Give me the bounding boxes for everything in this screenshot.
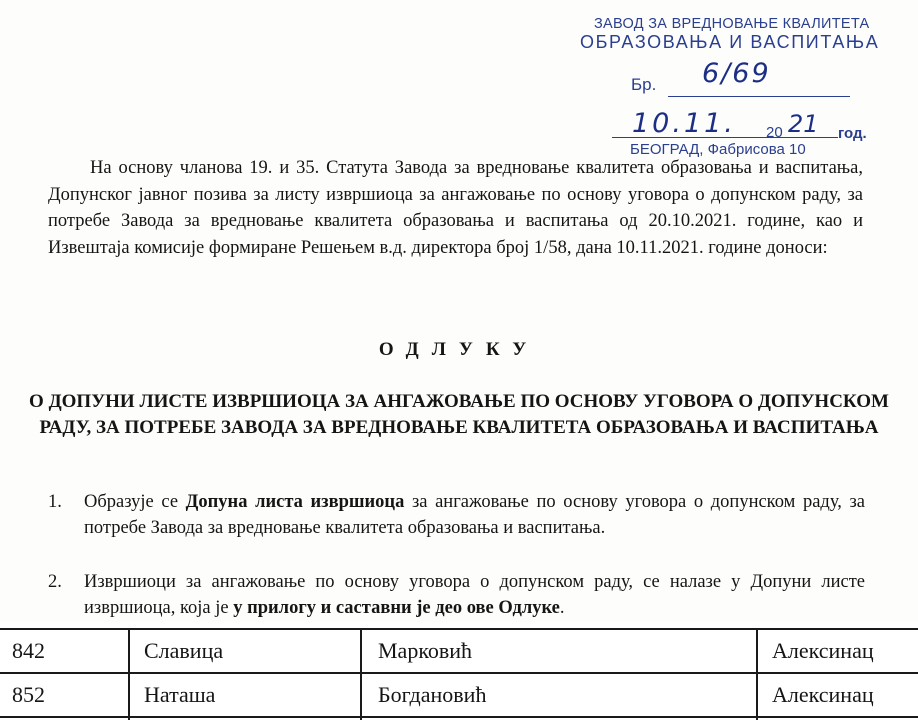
list-item-text-start: Извршиоци за ангажовање по основу уговора о допунском раду, се налазе у Допуни листе извршиоца, која је bbox=[84, 572, 865, 618]
stamp-date-handwritten: 10.11. bbox=[632, 108, 736, 139]
list-item-text-end: . bbox=[559, 598, 565, 618]
table-cell-id: 852 bbox=[12, 682, 45, 707]
stamp-organization-line1: ЗАВОД ЗА ВРЕДНОВАЊЕ КВАЛИТЕТА bbox=[594, 16, 870, 32]
list-item-text-bold: у прилогу и саставни је део ове Одлуке bbox=[233, 598, 560, 618]
list-item-text bbox=[84, 489, 865, 541]
stamp-year-prefix: 20 bbox=[766, 124, 783, 141]
table-cell-first-name: Славица bbox=[144, 638, 224, 663]
list-item-text-end: за ангажовање по основу уговора о допунском раду, за потребе Завода за вредновање квалитета образовања и васпитања. bbox=[84, 492, 866, 538]
stamp-number-handwritten: 6/69 bbox=[702, 58, 771, 89]
stamp-year-suffix: год. bbox=[838, 125, 867, 142]
table-cell-last-name: Богдановић bbox=[378, 682, 487, 707]
stamp-number-line bbox=[668, 96, 850, 97]
stamp-year-handwritten: 21 bbox=[788, 110, 819, 138]
decision-subtitle: О ДОПУНИ ЛИСТЕ ИЗВРШИОЦА ЗА АНГАЖОВАЊЕ ПО ОСНОВУ УГОВОРА О ДОПУНСКОМ РАДУ, ЗА ПОТРЕБЕ ЗАВОДА ЗА ВРЕДНОВАЊЕ КВАЛИТЕТА ОБРАЗОВАЊА И ВАСПИТАЊА bbox=[29, 391, 889, 438]
table-border bbox=[0, 716, 918, 718]
list-item-number: 1. bbox=[48, 492, 62, 512]
list-item-number: 2. bbox=[48, 572, 62, 592]
table-cell-city: Алексинац bbox=[772, 638, 874, 663]
stamp-date-line bbox=[612, 137, 838, 138]
list-item-text-bold: Допуна листа извршиоца bbox=[185, 492, 405, 512]
table-cell-id: 842 bbox=[12, 638, 45, 663]
table-row bbox=[0, 674, 918, 716]
list-item-text bbox=[84, 569, 865, 621]
decision-title: ОДЛУКУ bbox=[378, 339, 540, 360]
stamp-organization-line2: ОБРАЗОВАЊА И ВАСПИТАЊА bbox=[580, 32, 880, 52]
table-cell-city: Алексинац bbox=[772, 682, 874, 707]
intro-paragraph: На основу чланова 19. и 35. Статута Завода за вредновање квалитета образовања и васпитања, Допунског јавног позива за листу извршиоца за ангажовање по основу уговора о допунском раду, за потребе Завода за вредновање квалитета образовања и васпитања од 20.10.2021. године, као и Извештаја комисије формиране Решењем в.д. директора број 1/58, дана 10.11.2021. године доноси: bbox=[48, 158, 863, 258]
table-row bbox=[0, 630, 918, 672]
stamp-number-label: Бр. bbox=[631, 75, 657, 94]
stamp-city-address: БЕОГРАД, Фабрисова 10 bbox=[630, 141, 806, 158]
list-item-text-start: Образује се bbox=[84, 492, 186, 512]
table-cell-first-name: Наташа bbox=[144, 682, 216, 707]
table-cell-last-name: Марковић bbox=[378, 638, 473, 663]
